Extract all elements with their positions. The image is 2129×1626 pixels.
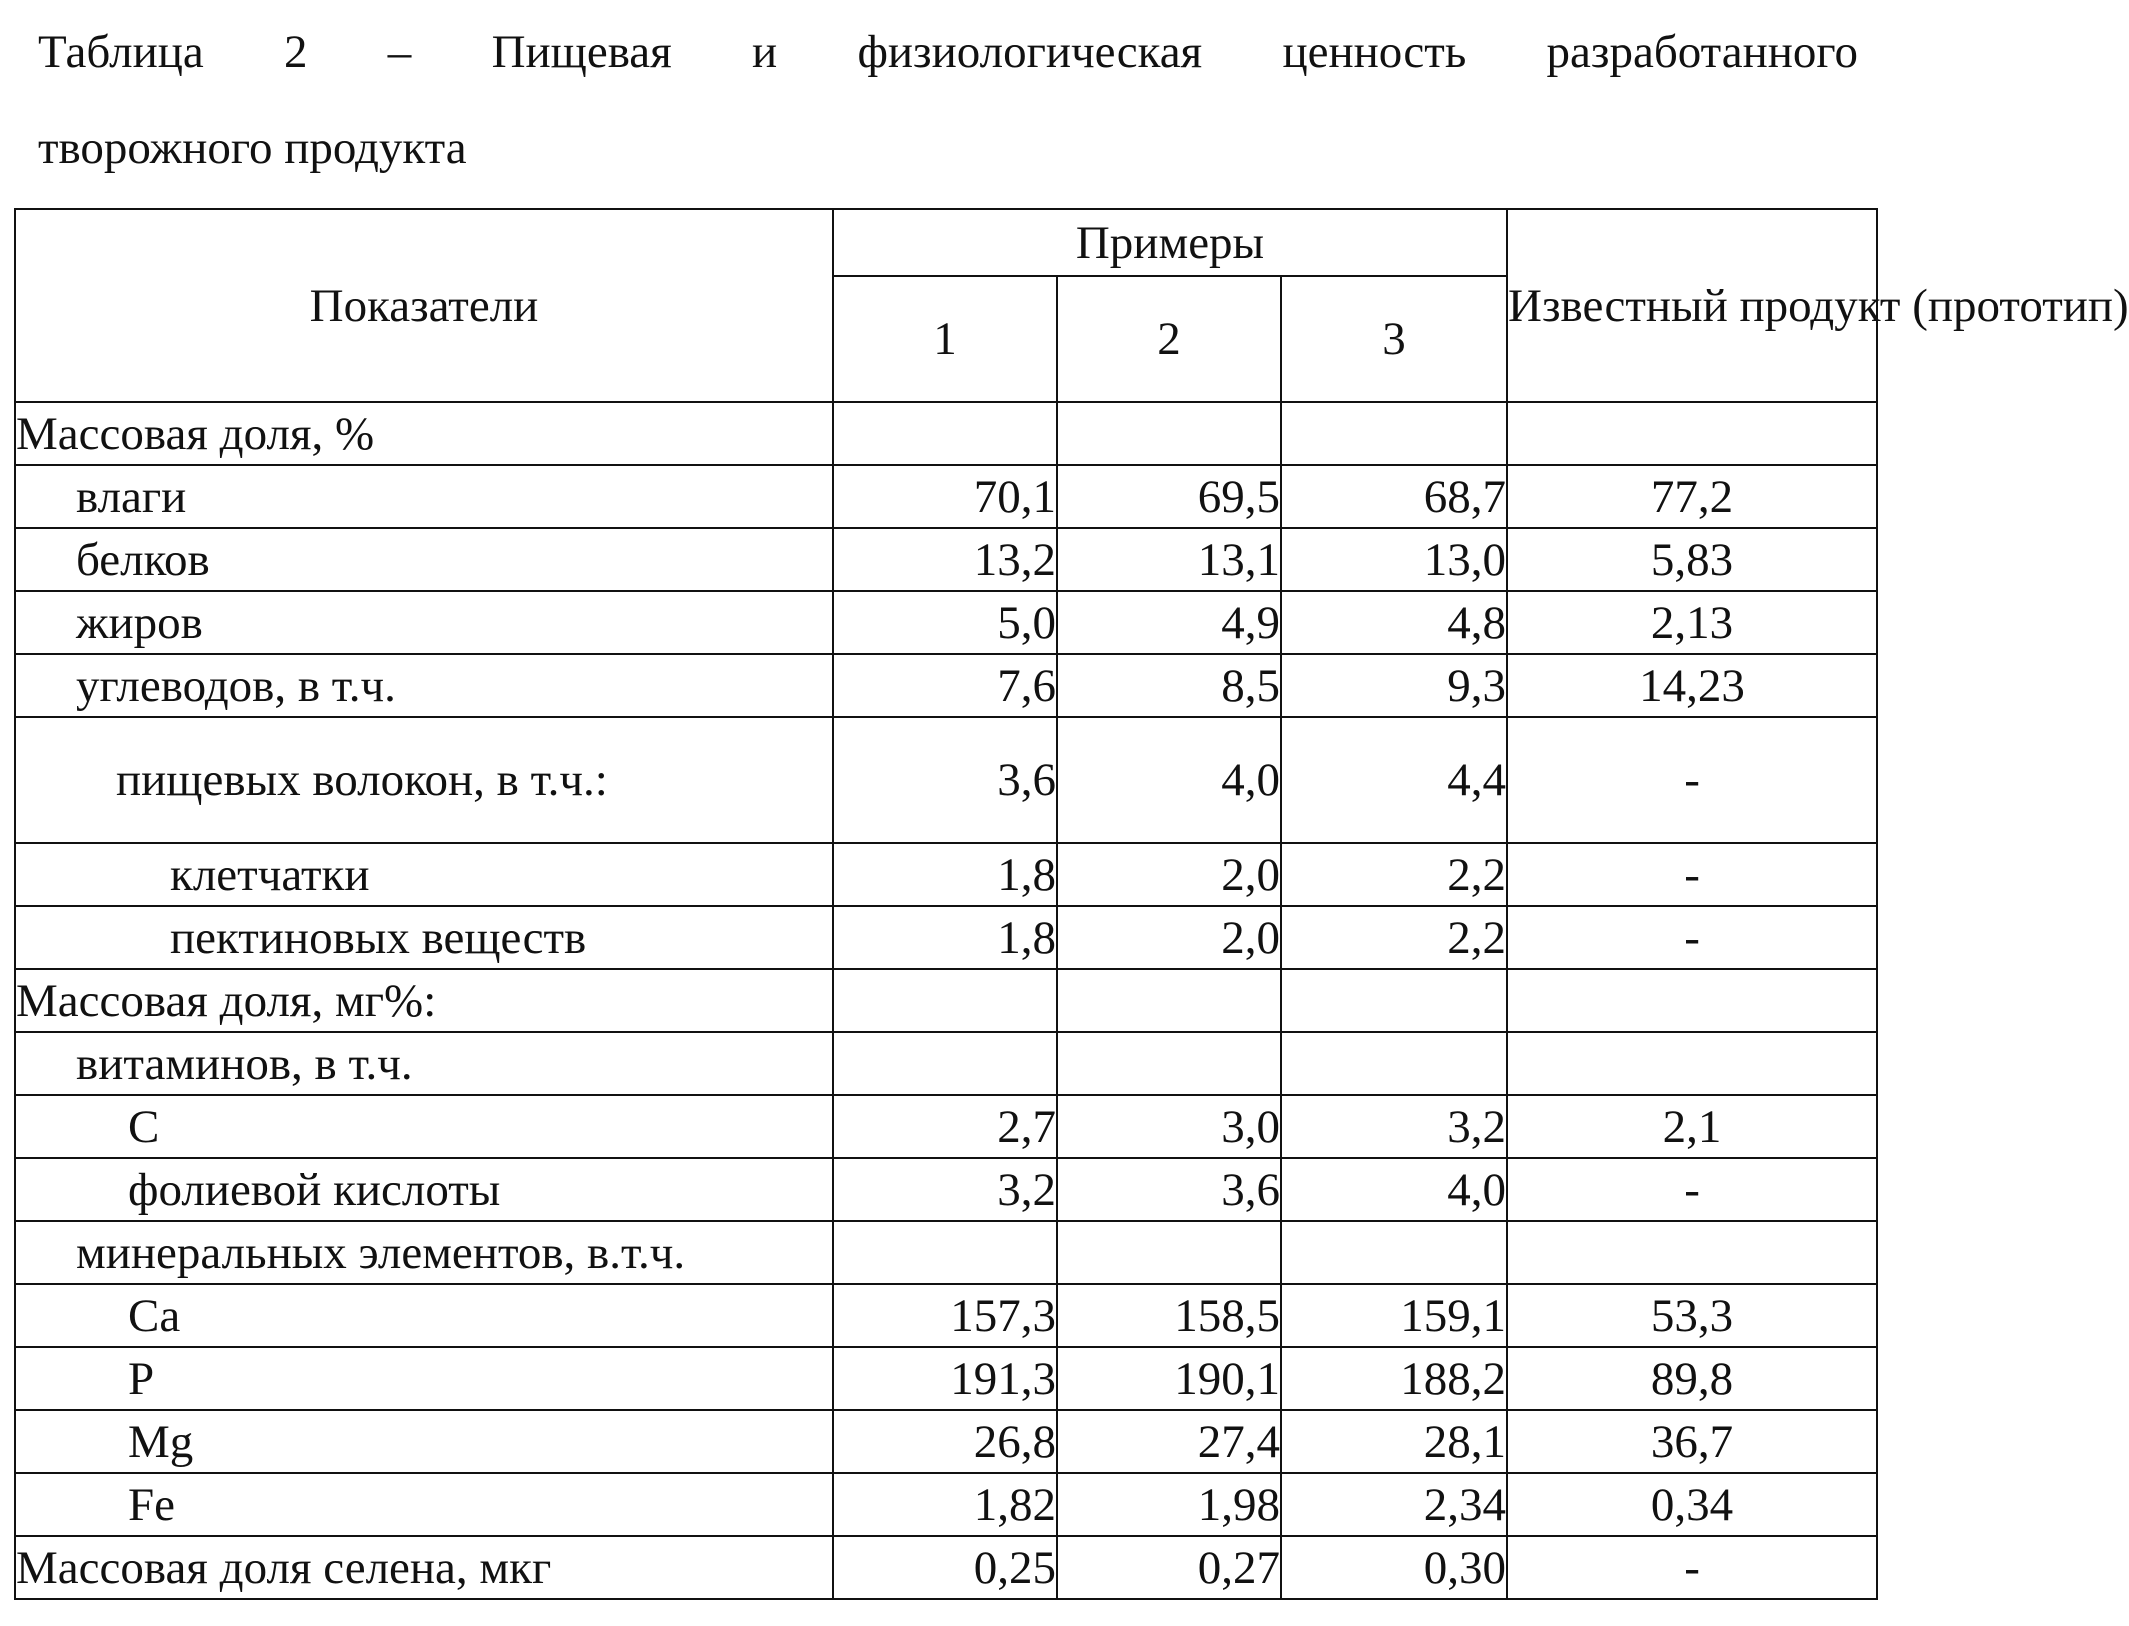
nutrition-table: [14, 208, 2129, 1600]
header-known-product: Известный продукт (прототип): [1507, 209, 1877, 402]
cell-example-1: 1,82: [833, 1473, 1057, 1536]
cell-example-1: [833, 1221, 1057, 1284]
cell-prototype: 2,1: [1507, 1095, 1877, 1158]
table-row: [15, 654, 1877, 717]
cell-example-3: 28,1: [1281, 1410, 1507, 1473]
cell-prototype: 0,34: [1507, 1473, 1877, 1536]
cell-example-2: 158,5: [1057, 1284, 1281, 1347]
cell-example-3: 3,2: [1281, 1095, 1507, 1158]
cell-example-1: 1,8: [833, 906, 1057, 969]
cell-example-2: 13,1: [1057, 528, 1281, 591]
cell-example-3: 0,30: [1281, 1536, 1507, 1599]
table-caption-line-1: Таблица 2 – Пищевая и физиологическая ценность разработанного: [38, 26, 1858, 78]
row-label: пищевых волокон, в т.ч.:: [15, 717, 833, 843]
row-label: Ca: [15, 1284, 833, 1347]
cell-example-3: 4,4: [1281, 717, 1507, 843]
cell-prototype: -: [1507, 843, 1877, 906]
table-row: [15, 1032, 1877, 1095]
cell-example-1: 3,2: [833, 1158, 1057, 1221]
cell-example-1: 1,8: [833, 843, 1057, 906]
table-row: [15, 717, 1877, 843]
table-row: [15, 1284, 1877, 1347]
cell-example-2: 190,1: [1057, 1347, 1281, 1410]
row-label: пектиновых веществ: [15, 906, 833, 969]
cell-example-3: 4,8: [1281, 591, 1507, 654]
cell-example-1: 70,1: [833, 465, 1057, 528]
cell-example-2: 0,27: [1057, 1536, 1281, 1599]
header-example-3: 3: [1281, 276, 1507, 402]
cell-example-1: 7,6: [833, 654, 1057, 717]
row-label: Mg: [15, 1410, 833, 1473]
row-label: С: [15, 1095, 833, 1158]
cell-example-1: 191,3: [833, 1347, 1057, 1410]
cell-prototype: -: [1507, 1536, 1877, 1599]
table-row: [15, 1410, 1877, 1473]
cell-example-2: 4,0: [1057, 717, 1281, 843]
row-label: белков: [15, 528, 833, 591]
cell-prototype: -: [1507, 717, 1877, 843]
row-label: фолиевой кислоты: [15, 1158, 833, 1221]
cell-example-3: 4,0: [1281, 1158, 1507, 1221]
cell-example-3: 188,2: [1281, 1347, 1507, 1410]
cell-prototype: 53,3: [1507, 1284, 1877, 1347]
table-row: [15, 528, 1877, 591]
table-row: [15, 1347, 1877, 1410]
cell-example-1: 2,7: [833, 1095, 1057, 1158]
cell-example-3: [1281, 1221, 1507, 1284]
cell-example-2: 69,5: [1057, 465, 1281, 528]
cell-prototype: 89,8: [1507, 1347, 1877, 1410]
cell-prototype: 2,13: [1507, 591, 1877, 654]
row-label: Массовая доля, мг%:: [15, 969, 833, 1032]
row-label: влаги: [15, 465, 833, 528]
header-examples: Примеры: [833, 209, 1507, 276]
cell-example-1: [833, 1032, 1057, 1095]
cell-example-3: 68,7: [1281, 465, 1507, 528]
cell-prototype: [1507, 969, 1877, 1032]
cell-example-1: [833, 969, 1057, 1032]
table-caption-line-2: творожного продукта: [38, 122, 467, 174]
row-label: Массовая доля, %: [15, 402, 833, 465]
table-row: [15, 1473, 1877, 1536]
cell-prototype: -: [1507, 906, 1877, 969]
cell-example-3: 2,2: [1281, 843, 1507, 906]
cell-example-1: 13,2: [833, 528, 1057, 591]
cell-example-2: [1057, 1032, 1281, 1095]
row-label: Fe: [15, 1473, 833, 1536]
cell-example-1: 0,25: [833, 1536, 1057, 1599]
cell-example-2: 1,98: [1057, 1473, 1281, 1536]
cell-example-1: 157,3: [833, 1284, 1057, 1347]
cell-example-2: 2,0: [1057, 906, 1281, 969]
cell-prototype: [1507, 402, 1877, 465]
table-row: [15, 465, 1877, 528]
cell-example-3: 13,0: [1281, 528, 1507, 591]
cell-example-3: [1281, 1032, 1507, 1095]
row-label: минеральных элементов, в.т.ч.: [15, 1221, 833, 1284]
cell-example-1: 26,8: [833, 1410, 1057, 1473]
cell-example-1: [833, 402, 1057, 465]
table-row: [15, 591, 1877, 654]
cell-prototype: 5,83: [1507, 528, 1877, 591]
header-example-2: 2: [1057, 276, 1281, 402]
table-row: [15, 1221, 1877, 1284]
cell-example-2: 4,9: [1057, 591, 1281, 654]
table-row: [15, 402, 1877, 465]
cell-example-3: 159,1: [1281, 1284, 1507, 1347]
cell-example-3: 9,3: [1281, 654, 1507, 717]
row-label: углеводов, в т.ч.: [15, 654, 833, 717]
cell-example-2: 3,0: [1057, 1095, 1281, 1158]
cell-example-2: 27,4: [1057, 1410, 1281, 1473]
cell-prototype: 36,7: [1507, 1410, 1877, 1473]
header-example-1: 1: [833, 276, 1057, 402]
row-label: витаминов, в т.ч.: [15, 1032, 833, 1095]
row-label: P: [15, 1347, 833, 1410]
table-row: [15, 1158, 1877, 1221]
cell-example-2: 3,6: [1057, 1158, 1281, 1221]
header-indicators: Показатели: [15, 209, 833, 402]
cell-example-1: 5,0: [833, 591, 1057, 654]
cell-example-2: 2,0: [1057, 843, 1281, 906]
row-label: Массовая доля селена, мкг: [15, 1536, 833, 1599]
table-row: [15, 906, 1877, 969]
cell-example-3: 2,34: [1281, 1473, 1507, 1536]
cell-prototype: [1507, 1221, 1877, 1284]
cell-example-3: 2,2: [1281, 906, 1507, 969]
row-label: клетчатки: [15, 843, 833, 906]
table-row: [15, 969, 1877, 1032]
cell-prototype: 14,23: [1507, 654, 1877, 717]
cell-example-1: 3,6: [833, 717, 1057, 843]
cell-example-2: [1057, 402, 1281, 465]
table-row: [15, 1536, 1877, 1599]
cell-example-2: 8,5: [1057, 654, 1281, 717]
row-label: жиров: [15, 591, 833, 654]
cell-example-2: [1057, 969, 1281, 1032]
cell-prototype: 77,2: [1507, 465, 1877, 528]
cell-example-3: [1281, 402, 1507, 465]
table-row: [15, 843, 1877, 906]
table-row: [15, 1095, 1877, 1158]
cell-example-3: [1281, 969, 1507, 1032]
cell-prototype: [1507, 1032, 1877, 1095]
cell-prototype: -: [1507, 1158, 1877, 1221]
cell-example-2: [1057, 1221, 1281, 1284]
